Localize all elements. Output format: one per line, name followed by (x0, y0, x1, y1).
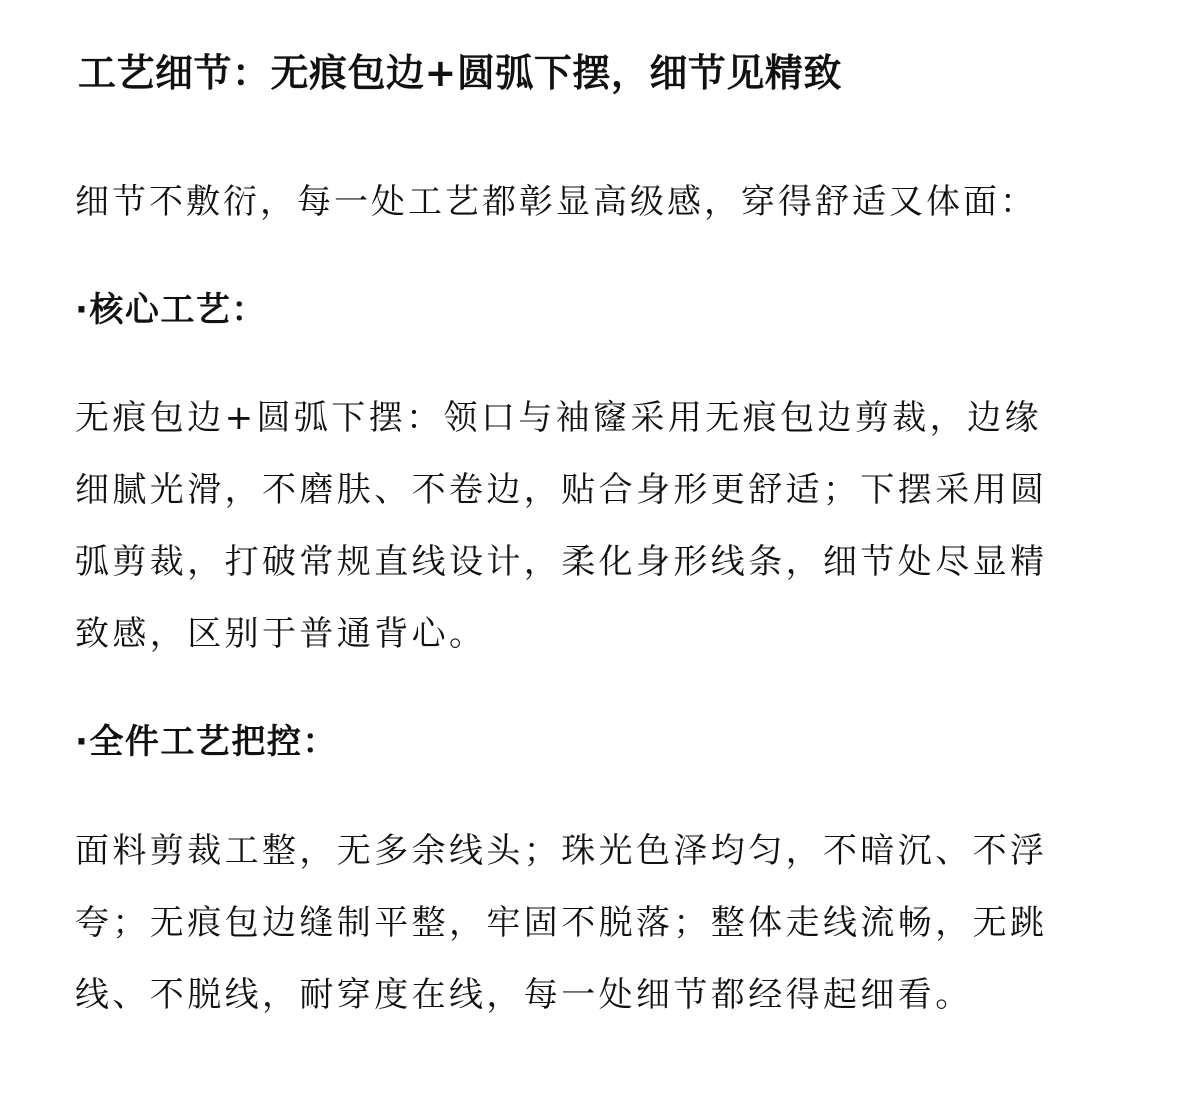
section-body-core-craft (75, 382, 1125, 670)
body-line: 无痕包边+圆弧下摆：领口与袖窿采用无痕包边剪裁，边缘 (75, 398, 1042, 438)
body-line: 致感，区别于普通背心。 (75, 614, 487, 654)
section-body-full-craft-control (75, 815, 1125, 1031)
section-heading-core-craft: ·核心工艺： (75, 290, 267, 330)
section-heading-full-craft-control: ·全件工艺把控： (75, 722, 338, 762)
intro-paragraph: 细节不敷衍，每一处工艺都彰显高级感，穿得舒适又体面： (75, 182, 1037, 222)
body-line: 细腻光滑，不磨肤、不卷边，贴合身形更舒适；下摆采用圆 (75, 470, 1048, 510)
body-line: 线、不脱线，耐穿度在线，每一处细节都经得起细看。 (75, 975, 973, 1015)
body-line: 面料剪裁工整，无多余线头；珠光色泽均匀，不暗沉、不浮 (75, 831, 1048, 871)
body-line: 夸；无痕包边缝制平整，牢固不脱落；整体走线流畅，无跳 (75, 903, 1048, 943)
page-title: 工艺细节：无痕包边+圆弧下摆，细节见精致 (78, 51, 842, 95)
body-line: 弧剪裁，打破常规直线设计，柔化身形线条，细节处尽显精 (75, 542, 1048, 582)
